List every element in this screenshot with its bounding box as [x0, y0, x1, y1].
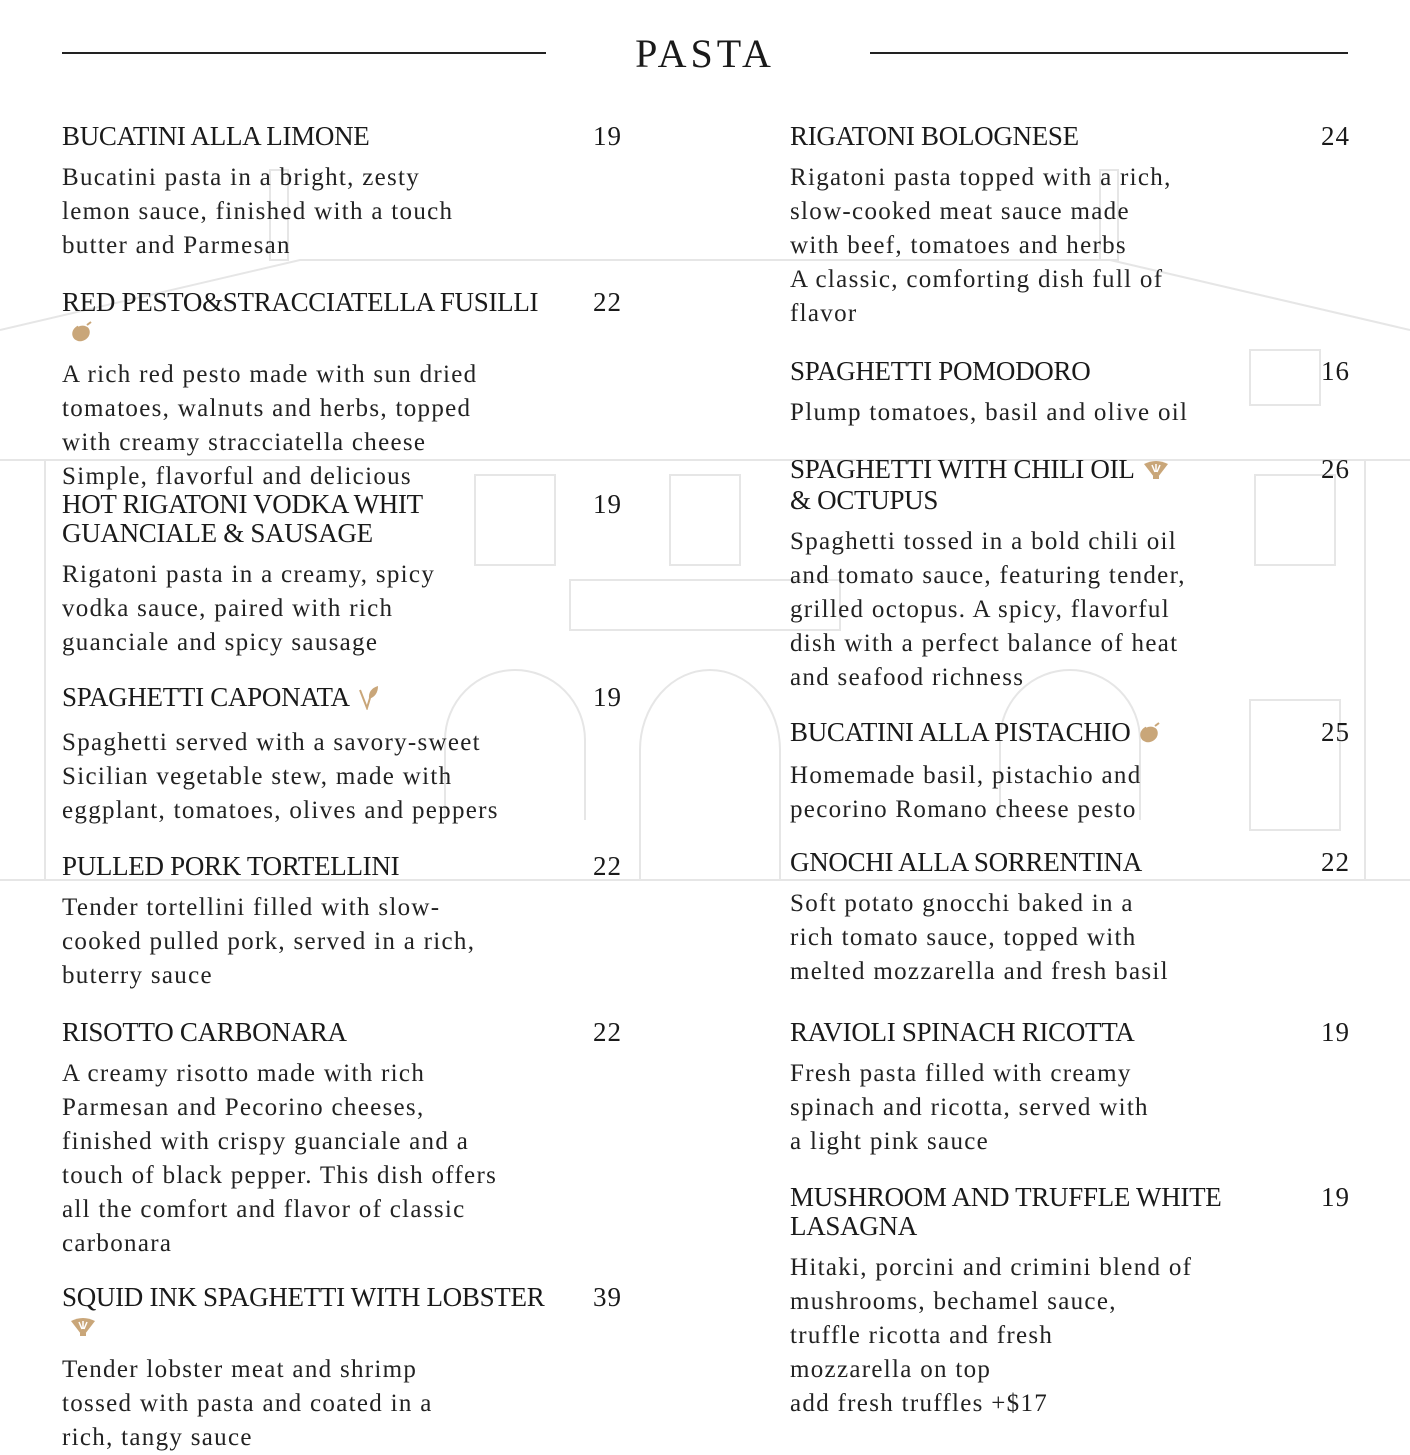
menu-item-price: 25: [1321, 717, 1350, 747]
menu-item-description: [790, 759, 1350, 827]
menu-item-name-line: & OCTUPUS: [790, 485, 939, 516]
menu-item-name-line: RIGATONI BOLOGNESE: [790, 121, 1079, 151]
menu-item-price: 22: [593, 287, 622, 317]
description-line: slow-cooked meat sauce made: [790, 198, 1130, 225]
description-line: carbonara: [62, 1230, 173, 1257]
menu-item-name-row: [790, 455, 1280, 486]
description-line: cooked pulled pork, served in a rich,: [62, 928, 476, 955]
description-line: add fresh truffles +$17: [790, 1390, 1049, 1417]
description-line: Rigatoni pasta in a creamy, spicy: [62, 561, 436, 588]
page-title: PASTA: [635, 31, 775, 76]
menu-item: [62, 1018, 622, 1261]
menu-item-name-line: LASAGNA: [790, 1211, 917, 1241]
menu-item-name-line: SPAGHETTI POMODORO: [790, 356, 1091, 386]
menu-item-price: 22: [1321, 847, 1350, 877]
description-line: vodka sauce, paired with rich: [62, 595, 394, 622]
description-line: Soft potato gnocchi baked in a: [790, 890, 1134, 917]
description-line: tossed with pasta and coated in a: [62, 1390, 433, 1418]
menu-item-price: 19: [593, 121, 622, 151]
menu-item: [790, 848, 1350, 989]
vegan-leaf-icon: [358, 684, 380, 716]
menu-item-name: [790, 1018, 1280, 1047]
menu-item-name-line: RISOTTO CARBONARA: [62, 1017, 347, 1047]
description-line: A rich red pesto made with sun dried: [62, 361, 478, 389]
menu-item-name-line: PULLED PORK TORTELLINI: [62, 851, 400, 881]
description-line: melted mozzarella and fresh basil: [790, 958, 1169, 985]
description-line: Spaghetti tossed in a bold chili oil: [790, 528, 1178, 556]
menu-item: [790, 122, 1350, 331]
description-line: and tomato sauce, featuring tender,: [790, 562, 1186, 590]
description-line: Sicilian vegetable stew, made with: [62, 762, 453, 790]
menu-item-description: [62, 891, 622, 993]
menu-item: [790, 357, 1350, 430]
menu-item-name: [62, 852, 552, 881]
description-line: Hitaki, porcini and crimini blend of: [790, 1254, 1193, 1281]
menu-item-name-line: RED PESTO&STRACCIATELLA FUSILLI: [62, 287, 539, 317]
menu-item-name: [62, 490, 552, 548]
menu-item-description: [790, 1057, 1350, 1159]
menu-item-name-line: MUSHROOM AND TRUFFLE WHITE: [790, 1182, 1222, 1212]
description-line: lemon sauce, finished with a touch: [62, 198, 454, 225]
description-line: Parmesan and Pecorino cheeses,: [62, 1094, 425, 1121]
description-line: spinach and ricotta, served with: [790, 1094, 1149, 1121]
description-line: mozzarella on top: [790, 1356, 992, 1383]
description-line: finished with crispy guanciale and a: [62, 1128, 470, 1155]
menu-item-name-line: RAVIOLI SPINACH RICOTTA: [790, 1017, 1135, 1047]
description-line: with beef, tomatoes and herbs: [790, 232, 1127, 259]
menu-item-name: [790, 122, 1280, 151]
menu-item-description: [62, 358, 622, 494]
menu-item-name-line: SPAGHETTI WITH CHILI OIL: [790, 454, 1135, 484]
menu-item-description: [790, 525, 1350, 695]
menu-item-name-line: GNOCHI ALLA SORRENTINA: [790, 847, 1142, 877]
menu-item-price: 39: [593, 1282, 622, 1312]
menu-item-description: [790, 396, 1350, 430]
menu-item-name: [790, 1183, 1280, 1241]
menu-item-description: [790, 887, 1350, 989]
description-line: A classic, comforting dish full of: [790, 266, 1164, 293]
menu-item-name-line: SPAGHETTI CAPONATA: [62, 682, 350, 712]
description-line: all the comfort and flavor of classic: [62, 1196, 466, 1223]
menu-item: [62, 490, 622, 660]
menu-item-name-row: [62, 1283, 552, 1343]
menu-item-name-line: SQUID INK SPAGHETTI WITH LOBSTER: [62, 1282, 545, 1312]
description-line: Simple, flavorful and delicious: [62, 463, 412, 491]
menu-item-name: [790, 718, 1280, 749]
description-line: Tender tortellini filled with slow-: [62, 894, 441, 921]
menu-item-name: [62, 122, 552, 151]
description-line: Homemade basil, pistachio and: [790, 762, 1142, 790]
description-line: and seafood richness: [790, 664, 1025, 692]
description-line: flavor: [790, 300, 858, 327]
menu-item-price: 19: [593, 682, 622, 712]
description-line: a light pink sauce: [790, 1128, 990, 1155]
menu-item-name-line: GUANCIALE & SAUSAGE: [62, 518, 373, 548]
description-line: rich, tangy sauce: [62, 1424, 253, 1452]
menu-item-name-line: HOT RIGATONI VODKA WHIT: [62, 489, 423, 519]
menu-item-description: [62, 558, 622, 660]
menu-item-name-row: [62, 683, 552, 716]
description-line: grilled octopus. A spicy, flavorful: [790, 596, 1170, 624]
menu-item-name: [62, 288, 552, 348]
menu-item-name: [790, 357, 1280, 386]
description-line: Tender lobster meat and shrimp: [62, 1356, 418, 1384]
description-line: mushrooms, bechamel sauce,: [790, 1288, 1117, 1315]
description-line: A creamy risotto made with rich: [62, 1060, 426, 1087]
description-line: with creamy stracciatella cheese: [62, 429, 427, 457]
description-line: truffle ricotta and fresh: [790, 1322, 1054, 1349]
shellfish-icon: [70, 1314, 96, 1343]
menu-item-description: [790, 161, 1350, 331]
menu-item-description: [790, 1251, 1350, 1421]
description-line: Bucatini pasta in a bright, zesty: [62, 164, 421, 191]
menu-item-name-line: BUCATINI ALLA PISTACHIO: [790, 717, 1131, 747]
menu-item: [62, 683, 622, 828]
menu-item: [790, 718, 1350, 827]
menu-item: [62, 852, 622, 993]
description-line: Fresh pasta filled with creamy: [790, 1060, 1132, 1087]
description-line: buterry sauce: [62, 962, 213, 989]
menu-item-price: 19: [1321, 1182, 1350, 1212]
description-line: tomatoes, walnuts and herbs, topped: [62, 395, 472, 423]
description-line: Spaghetti served with a savory-sweet: [62, 728, 481, 756]
nut-icon: [1138, 720, 1162, 749]
menu-item-description: [62, 726, 622, 828]
description-line: Plump tomatoes, basil and olive oil: [790, 399, 1189, 426]
description-line: Rigatoni pasta topped with a rich,: [790, 164, 1172, 191]
menu-item-name-row: [62, 288, 552, 348]
menu-item-price: 22: [593, 851, 622, 881]
menu-item-name-line: BUCATINI ALLA LIMONE: [62, 121, 370, 151]
description-line: dish with a perfect balance of heat: [790, 630, 1179, 658]
description-line: touch of black pepper. This dish offers: [62, 1162, 498, 1189]
menu-item-price: 24: [1321, 121, 1350, 151]
shellfish-icon: [1143, 457, 1169, 486]
menu-item-price: 22: [593, 1017, 622, 1047]
description-line: rich tomato sauce, topped with: [790, 924, 1137, 951]
menu-item: [62, 288, 622, 494]
description-line: butter and Parmesan: [62, 232, 291, 259]
menu-item-description: [62, 1353, 622, 1455]
nut-icon: [70, 319, 94, 348]
menu-item: [790, 1018, 1350, 1159]
menu-item-name: [790, 848, 1280, 877]
menu-item-name: [62, 683, 552, 716]
menu-item: [62, 122, 622, 263]
menu-item-description: [62, 1057, 622, 1261]
description-line: pecorino Romano cheese pesto: [790, 796, 1137, 824]
menu-item-price: 19: [1321, 1017, 1350, 1047]
menu-item: [790, 1183, 1350, 1421]
description-line: eggplant, tomatoes, olives and peppers: [62, 796, 499, 824]
menu-item-price: 19: [593, 489, 622, 519]
menu-item-name: [790, 455, 1280, 515]
menu-item-name-row: [790, 718, 1280, 749]
menu-item-price: 26: [1321, 454, 1350, 484]
menu-item: [790, 455, 1350, 695]
menu-item-name: [62, 1018, 552, 1047]
description-line: guanciale and spicy sausage: [62, 629, 379, 656]
menu-item-name: [62, 1283, 552, 1343]
menu-item-description: [62, 161, 622, 263]
menu-item: [62, 1283, 622, 1455]
menu-item-price: 16: [1321, 356, 1350, 386]
